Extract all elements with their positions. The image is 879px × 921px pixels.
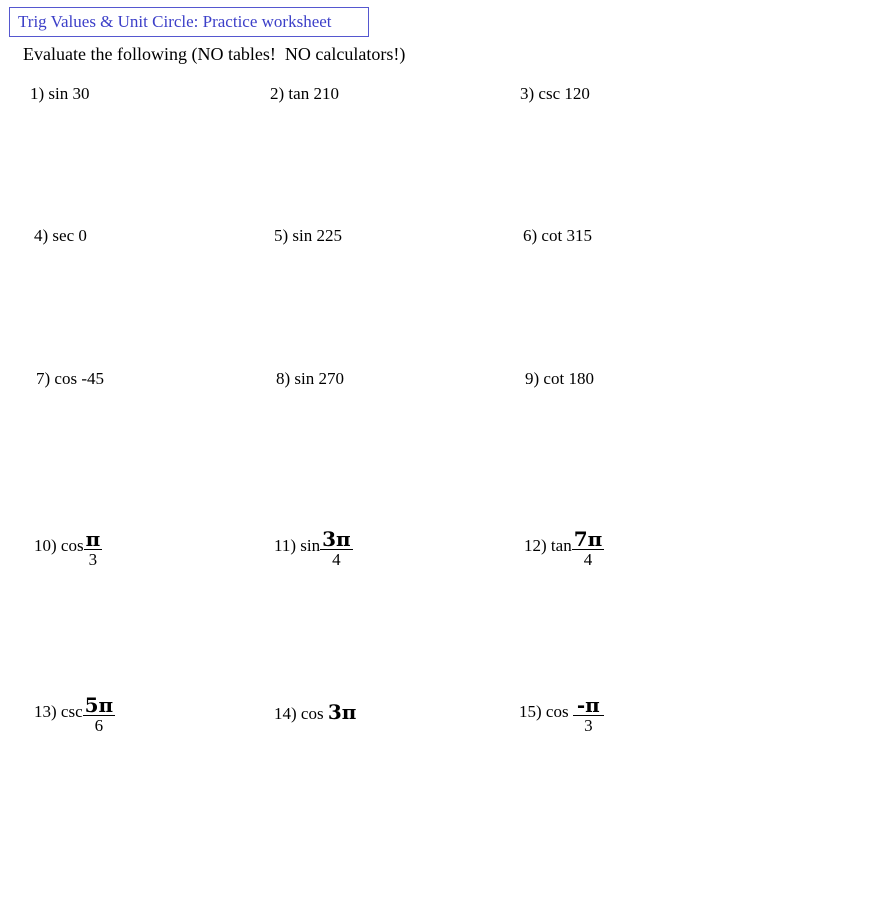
- trig-function: cot: [543, 369, 565, 388]
- fraction: [320, 527, 353, 570]
- problem-4: [34, 226, 87, 246]
- angle: 0: [78, 226, 87, 245]
- problem-number: 13): [34, 702, 57, 721]
- trig-function: tan: [288, 84, 310, 103]
- problem-5: [274, 226, 342, 246]
- trig-function: sec: [52, 226, 75, 245]
- problem-number: 12): [524, 536, 547, 555]
- fraction-numerator: π: [85, 527, 101, 551]
- problem-number: 14): [274, 704, 297, 723]
- fraction-numerator: 5π: [84, 693, 114, 717]
- trig-function: cos: [300, 704, 324, 723]
- problem-number: 4): [34, 226, 49, 245]
- problem-7: [36, 369, 104, 389]
- trig-function: cos: [60, 536, 84, 555]
- problem-number: 6): [523, 226, 538, 245]
- problem-11: [274, 527, 353, 570]
- angle: 225: [316, 226, 343, 245]
- angle: -45: [81, 369, 105, 388]
- fraction: [573, 693, 604, 736]
- problem-8: [276, 369, 344, 389]
- trig-function: csc: [538, 84, 561, 103]
- fraction: [572, 527, 605, 570]
- angle: 30: [72, 84, 90, 103]
- problem-13: [34, 693, 115, 736]
- trig-function: sin: [294, 369, 315, 388]
- trig-function: sin: [48, 84, 69, 103]
- trig-function: sin: [300, 536, 321, 555]
- problem-12: [524, 527, 604, 570]
- trig-function: csc: [60, 702, 83, 721]
- fraction-denominator: 6: [94, 716, 104, 735]
- angle: 270: [318, 369, 345, 388]
- trig-function: cot: [541, 226, 563, 245]
- problem-number: 8): [276, 369, 291, 388]
- fraction: [83, 693, 116, 736]
- angle: 315: [566, 226, 592, 245]
- angle: 180: [568, 369, 594, 388]
- problem-15: [519, 693, 604, 736]
- worksheet-title: Trig Values & Unit Circle: Practice worksheet: [9, 7, 369, 37]
- trig-function: cos: [545, 702, 569, 721]
- problem-number: 9): [525, 369, 540, 388]
- instructions: Evaluate the following (NO tables! NO calculators!): [23, 44, 406, 64]
- problem-10: [34, 527, 102, 570]
- trig-function: cos: [54, 369, 78, 388]
- problem-1: [30, 84, 90, 104]
- fraction: [84, 527, 103, 570]
- problem-number: 1): [30, 84, 45, 103]
- problem-number: 7): [36, 369, 51, 388]
- problem-number: 10): [34, 536, 57, 555]
- angle: 3π: [327, 700, 357, 724]
- fraction-denominator: 4: [332, 550, 341, 569]
- problem-number: 3): [520, 84, 535, 103]
- fraction-denominator: 3: [584, 716, 593, 735]
- angle: 210: [313, 84, 339, 103]
- problem-6: [523, 226, 592, 246]
- fraction-numerator: 7π: [573, 527, 603, 551]
- problem-number: 2): [270, 84, 285, 103]
- trig-function: sin: [292, 226, 313, 245]
- problem-number: 5): [274, 226, 289, 245]
- fraction-denominator: 3: [88, 550, 98, 569]
- fraction-denominator: 4: [583, 550, 593, 569]
- problem-14: [274, 702, 356, 724]
- problem-9: [525, 369, 594, 389]
- problem-3: [520, 84, 590, 104]
- angle: 120: [564, 84, 590, 103]
- fraction-numerator: 3π: [322, 527, 351, 551]
- problem-2: [270, 84, 339, 104]
- trig-function: tan: [550, 536, 572, 555]
- fraction-numerator: -π: [573, 696, 604, 716]
- problem-number: 11): [274, 536, 297, 555]
- problem-number: 15): [519, 702, 542, 721]
